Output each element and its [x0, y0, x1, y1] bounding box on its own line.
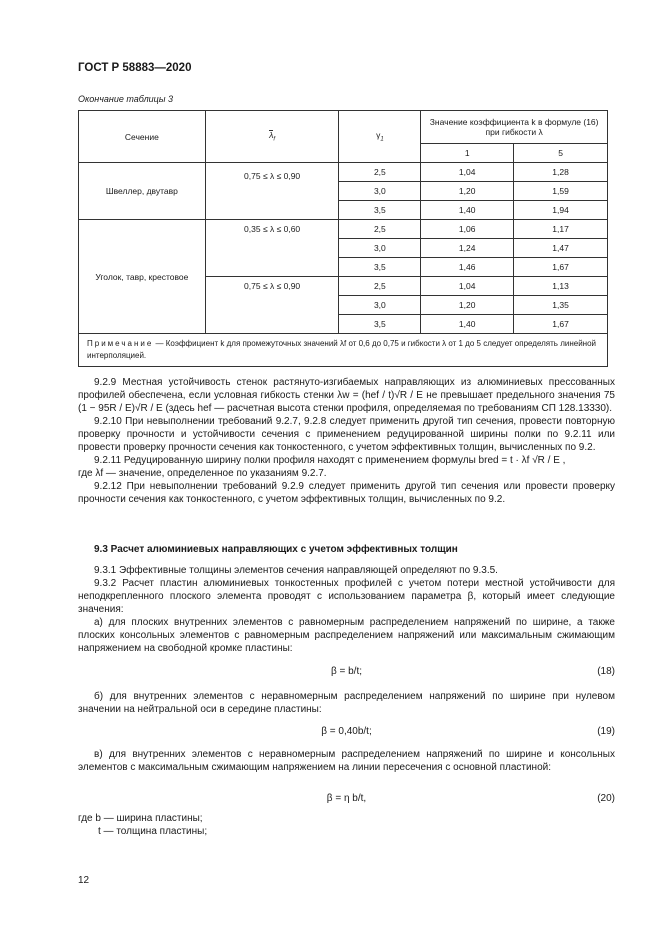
- k1-cell: 1,24: [421, 239, 514, 258]
- k5-cell: 1,47: [514, 239, 608, 258]
- where-block: [78, 812, 615, 838]
- k5-cell: 1,28: [514, 163, 608, 182]
- table-3: [78, 110, 608, 367]
- section-angle: Уголок, тавр, крестовое: [79, 220, 206, 334]
- k5-cell: 1,67: [514, 315, 608, 334]
- k5-cell: 1,67: [514, 258, 608, 277]
- formula-20-expression: β = η b/t,: [326, 793, 367, 804]
- section-9-3-text: [78, 564, 615, 655]
- note-text: — Коэффициент k для промежуточных значений λf от 0,6 до 0,75 и гибкости λ от 1 до 5 следует определять линейной интерполяцией.: [87, 339, 597, 360]
- formula-19: [78, 726, 615, 737]
- header-section: Сечение: [79, 111, 206, 163]
- k5-cell: 1,59: [514, 182, 608, 201]
- page-number: 12: [78, 875, 90, 886]
- formula-20: [78, 793, 615, 804]
- formula-19-number: (19): [597, 726, 615, 737]
- header-coefficient: Значение коэффициента k в формуле (16) при гибкости λ: [421, 111, 608, 144]
- note-label: Примечание: [87, 339, 154, 348]
- k1-cell: 1,20: [421, 182, 514, 201]
- gamma-cell: 2,5: [339, 277, 421, 296]
- paragraph-9-2-9: 9.2.9 Местная устойчивость стенок растянуто-изгибаемых направляющих из алюминиевых прессованных профилей обеспечена, если условная гибкость стенки λw = (hef / t)√R / E не превышает предельного значения 75 (1 − 95R / E)√R / E (здесь hef — расчетная высота стенки профиля, определяемая по требованиям СП 128.13330).: [78, 377, 615, 414]
- formula-20-number: (20): [597, 793, 615, 804]
- k1-cell: 1,40: [421, 315, 514, 334]
- table-note: [79, 334, 608, 367]
- header-k-1: 1: [421, 144, 514, 163]
- k5-cell: 1,94: [514, 201, 608, 220]
- k5-cell: 1,35: [514, 296, 608, 315]
- paragraph-9-3-1: 9.3.1 Эффективные толщины элементов сечения направляющей определяют по 9.3.5.: [94, 565, 498, 576]
- section-channel: Швеллер, двутавр: [79, 163, 206, 220]
- range-c: 0,75 ≤ λ ≤ 0,90: [205, 277, 339, 334]
- k1-cell: 1,06: [421, 220, 514, 239]
- item-b-block: [78, 690, 615, 716]
- gamma-cell: 3,0: [339, 239, 421, 258]
- formula-19-expression: β = 0,40b/t;: [321, 726, 372, 737]
- k1-cell: 1,04: [421, 163, 514, 182]
- k1-cell: 1,20: [421, 296, 514, 315]
- header-gamma: $\gamma_1$: [339, 111, 421, 163]
- document-header: ГОСТ Р 58883—2020: [78, 62, 192, 74]
- formula-18-expression: β = b/t;: [330, 666, 363, 677]
- k5-cell: 1,13: [514, 277, 608, 296]
- gamma-cell: 3,0: [339, 182, 421, 201]
- formula-18: [78, 666, 615, 677]
- gamma-cell: 3,0: [339, 296, 421, 315]
- range-a: 0,75 ≤ λ ≤ 0,90: [205, 163, 339, 220]
- header-k-5: 5: [514, 144, 608, 163]
- where-b: где b — ширина пластины;: [78, 813, 203, 824]
- gamma-cell: 2,5: [339, 220, 421, 239]
- paragraph-9-2-11: 9.2.11 Редуцированную ширину полки профиля находят с применением формулы bred = t · λf √R / E ,: [94, 455, 566, 466]
- item-v-block: [78, 748, 615, 774]
- table-caption: Окончание таблицы 3: [78, 94, 173, 104]
- header-lambda: $\lambda_f$: [205, 111, 339, 163]
- item-v: в) для внутренних элементов с неравномерным распределением напряжений по ширине и консольных элементов с максимальным сжимающим напряжением на линии пересечения с основной пластиной:: [78, 749, 615, 773]
- gamma-cell: 3,5: [339, 201, 421, 220]
- k1-cell: 1,40: [421, 201, 514, 220]
- gamma-cell: 3,5: [339, 258, 421, 277]
- gamma-cell: 2,5: [339, 163, 421, 182]
- item-a: а) для плоских внутренних элементов с равномерным распределением напряжений по ширине, а также плоских консольных элементов с равномерным распределением напряжений или максимальным сжимающим напряжением на свободной кромке пластины:: [78, 617, 615, 654]
- k1-cell: 1,04: [421, 277, 514, 296]
- formula-18-number: (18): [597, 666, 615, 677]
- paragraph-9-2-11-where: где λf — значение, определенное по указаниям 9.2.7.: [78, 468, 327, 479]
- section-9-2: [78, 376, 615, 506]
- k1-cell: 1,46: [421, 258, 514, 277]
- where-t: t — толщина пластины;: [98, 826, 208, 837]
- item-b: б) для внутренних элементов с неравномерным распределением напряжений по ширине при нулевом значении на нейтральной оси в середине пластины:: [78, 691, 615, 715]
- gamma-cell: 3,5: [339, 315, 421, 334]
- paragraph-9-2-10: 9.2.10 При невыполнении требований 9.2.7, 9.2.8 следует применить другой тип сечения, провести повторную проверку прочности и устойчивости сечения с применением редуцированной ширины полки по 9.2.11 или провести проверку прочности сечения как тонкостенного, с учетом эффективных толщин, вычисленных по 9.2.: [78, 416, 615, 453]
- range-b: 0,35 ≤ λ ≤ 0,60: [205, 220, 339, 277]
- paragraph-9-3-2: 9.3.2 Расчет пластин алюминиевых тонкостенных профилей с учетом потери местной устойчивости для неподкрепленного плоского элемента проводят с использованием параметра β, который имеет следующие значения:: [78, 578, 615, 615]
- section-9-3-heading: 9.3 Расчет алюминиевых направляющих с учетом эффективных толщин: [94, 544, 458, 555]
- paragraph-9-2-12: 9.2.12 При невыполнении требований 9.2.9 следует применить другой тип сечения или провести проверку прочности сечения как тонкостенного, с учетом эффективных толщин, вычисленных по 9.2.: [78, 481, 615, 505]
- k5-cell: 1,17: [514, 220, 608, 239]
